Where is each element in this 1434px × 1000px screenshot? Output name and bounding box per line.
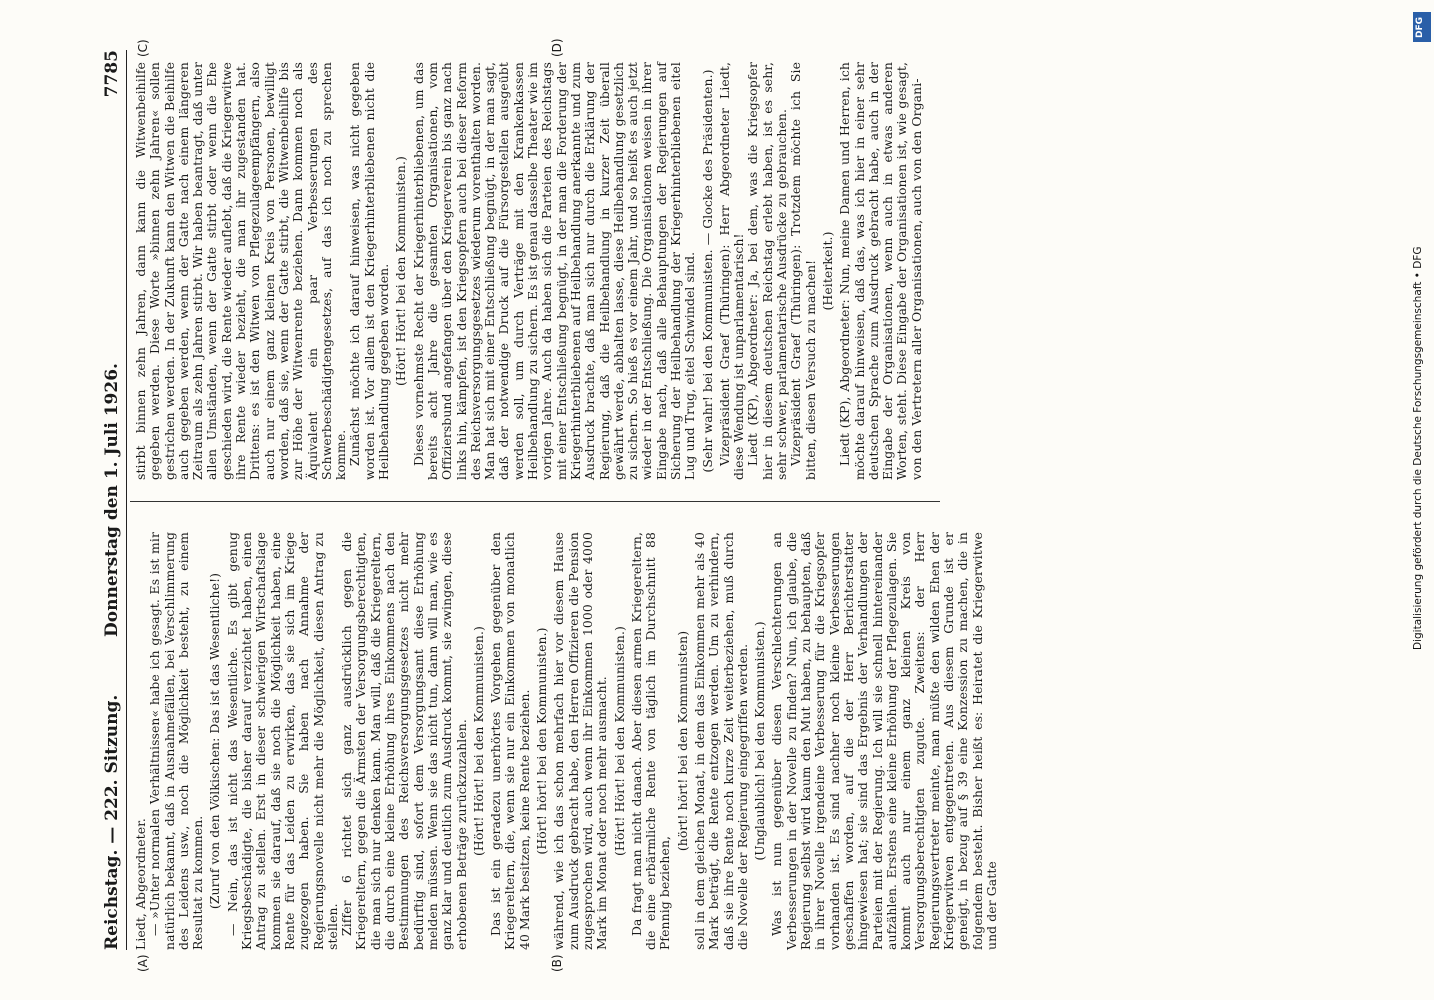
interjection: (Hört! hört! bei den Kommunisten.): [534, 627, 550, 855]
digitization-notice: Digitalisierung gefördert durch die Deutsche Forschungsgemeinschaft • DFG: [1412, 246, 1424, 650]
paragraph: soll in dem gleichen Monat, in dem das Einkommen mehr als 40 Mark beträgt, die Rente entzogen werden. Um zu verhindern, daß sie ihre Rente noch kurze Zeit weiterbeziehen, muß durch die Novelle der Regierung eingegriffen werden.: [691, 532, 750, 950]
paragraph: Ziffer 6 richtet sich ganz ausdrücklich gegen die Kriegereltern, gegen die Ärmsten der Versorgungsberechtigten, die man sich nur denken kann. Man will, daß die Kriegereltern, die durch eine kleine Erhöhung ihres Einkommens nach den Bestimmungen des Reichsversorgungsgesetzes nicht mehr bedürftig sind, sofort dem Versorgungsamt diese Erhöhung melden müssen. Wenn sie das nicht tun, dann will man, wie es ganz klar und deutlich zum Ausdruck kommt, sie zwingen, diese erhobenen Beträge zurückzuzahlen.: [339, 532, 469, 950]
header-page-number: 7785: [102, 50, 122, 98]
paragraph: Dieses vornehmste Recht der Kriegerhinterbliebenen, um das bereits acht Jahre die gesamten Organisationen, vom Offiziersbund angefangen über den Kriegerverein bis ganz nach links hin, kämpfen, ist den Kriegsopfern auch bei dieser Reform des Reichsversorgungsgesetzes wiederum vorenthalten worden. Man hat sich mit einer Entschließung begnügt, in der man sagt, daß der notwendige Druck auf die Fürsorgestellen ausgeübt werden soll, um durch Verträge mit den Krankenkassen Heilbehandlung zu sichern. Es ist genau dasselbe Theater wie im vorigen Jahre. Auch da haben sich die Parteien des Reichstags mit einer Entschließung begnügt, in der man die Forderung der Kriegerhinterbliebenen auf Heilbehandlung anerkannte und zum Ausdruck brachte, daß man sich nur durch die Erklärung der Regierung, daß die Heilbehandlung in kurzer Zeit überall gewährt werde, abhalten lasse, diese Heilbehandlung gesetzlich zu sichern. So hieß es vor einem Jahr, und so heißt es auch jetzt wieder in der Entschließung. Die Organisationen weisen in ihrer Eingabe nach, daß alle Behauptungen der Regierungen auf Sicherung der Heilbehandlung der Kriegerhinterbliebenen eitel Lug und Trug, eitel Schwindel sind.: [410, 62, 698, 480]
speaker-paragraph: Vizepräsident Graef (Thüringen): Trotzdem möchte ich Sie bitten, diesen Versuch zu machen!: [788, 62, 818, 480]
right-column: [134, 62, 924, 480]
interjection: (Unglaublich! bei den Kommunisten.): [752, 621, 768, 861]
interjection: (Zuruf von den Völkischen: Das ist das Wesentliche!): [207, 572, 223, 910]
interjection: (Hört! Hört! bei den Kommunisten.): [470, 626, 486, 856]
margin-mark-b: (B): [550, 954, 564, 972]
interjection: (hört! hört! bei den Kommunisten): [674, 630, 690, 852]
paragraph: Zunächst möchte ich darauf hinweisen, was nicht gegeben worden ist. Vor allem ist den Kriegerhinterbliebenen nicht die Heilbehandlung gegeben worden.: [347, 62, 392, 480]
interjection: (Sehr wahr! bei den Kommunisten. — Glocke des Präsidenten.): [699, 69, 715, 473]
rotated-document-page: [100, 38, 1430, 972]
margin-mark-c: (C): [136, 39, 150, 57]
speaker-heading: Liedt, Abgeordneter.: [133, 818, 148, 950]
paragraph: Da fragt man nicht danach. Aber diesen armen Kriegereltern, die eine erbärmliche Rente von täglich im Durchschnitt 88 Pfennig beziehen,: [628, 532, 673, 950]
speaker-paragraph: Vizepräsident Graef (Thüringen): Herr Abgeordneter Liedt, diese Wendung ist unparlamentarisch!: [716, 62, 747, 480]
paragraph: Was ist nun gegenüber diesen Verschlechterungen an Verbesserungen in der Novelle zu finden? Nun, ich glaube, die Regierung selbst wird kaum den Mut haben, zu behaupten, daß in ihrer Novelle irgendeine Verbesserung für die Kriegsopfer vorhanden ist. Es sind nachher noch kleine Verbesserungen geschaffen worden, auf die der Herr Berichterstatter hingewiesen hat; sie sind das Ergebnis der Verhandlungen der Parteien mit der Regierung. Ich will sie schnell hintereinander aufzählen. Erstens eine kleine Erhöhung der Pflegezulagen. Sie kommt auch nur einem ganz kleinen Kreis von Versorgungsberechtigten zugute. Zweitens: der Herr Regierungsvertreter meinte, man müßte den wilden Ehen der Kriegerwitwen entgegentreten. Aus diesem Grunde ist er geneigt, in bezug auf § 39 eine Konzession zu machen, die in folgendem besteht. Bisher heißt es: Heiratet die Kriegerwitwe und der Gatte: [769, 532, 999, 950]
header-session: Reichstag. — 222. Sitzung.: [102, 694, 122, 950]
interjection: (Hört! Hört! bei den Kommunisten.): [393, 156, 409, 386]
speaker-paragraph: Liedt (KP), Abgeordneter: Nun, meine Damen und Herren, ich möchte darauf hinweisen, daß das, was ich hier in einer sehr deutschen Sprache zum Ausdruck gebracht habe, auch in der Eingabe der Organisationen, wenn auch in etwas anderen Worten, steht. Diese Eingabe der Organisationen ist, wie gesagt, von den Vertretern aller Organisationen, auch von den Organi-: [837, 62, 924, 480]
paragraph: — »Unter normalen Verhältnissen« habe ich gesagt. Es ist mir natürlich bekannt, daß in Ausnahmefällen, bei Verschlimmerung des Leidens usw., noch die Möglichkeit besteht, zu einem Resultat zu kommen.: [147, 532, 206, 950]
margin-mark-a: (A): [136, 954, 150, 972]
dfg-logo: DFG: [1413, 12, 1431, 42]
interjection: (Hört! Hört! bei den Kommunisten.): [611, 626, 627, 856]
header-date: Donnerstag den 1. Juli 1926.: [102, 363, 122, 637]
paragraph: während, wie ich das schon mehrfach hier vor diesem Hause zum Ausdruck gebracht habe, den Herren Offizieren die Pension zugesprochen wird, auch wenn ihr Einkommen 1000 oder 4000 Mark im Monat oder noch mehr ausmacht.: [551, 532, 610, 950]
paragraph: stirbt binnen zehn Jahren, dann kann die Witwenbeihilfe gegeben werden. Diese Worte »binnen zehn Jahren« sollen gestrichen werden. In der Zukunft kann den Witwen die Beihilfe auch gegeben werden, wenn der Gatte nach einem längeren Zeitraum als zehn Jahren stirbt. Wir haben beantragt, daß unter allen Umständen, wenn der Gatte stirbt oder wenn die Ehe geschieden wird, die Rente wieder auflebt, daß die Kriegerwitwe ihre Rente wieder bezieht, die man ihr zugestanden hat. Drittens: es ist den Witwen von Pflegezulageempfängern, also auch nur einem ganz kleinen Kreis von Personen, bewilligt worden, daß sie, wenn der Gatte stirbt, die Witwenbeihilfe bis zur Höhe der Witwenrente beziehen. Dann kommen noch als Äquivalent ein paar Verbesserungen des Schwerbeschädigtengesetzes, auf das ich noch zu sprechen komme.: [133, 62, 349, 480]
page-header: [100, 50, 127, 950]
interjection: (Heiterkeit.): [819, 231, 835, 311]
column-divider: [130, 501, 940, 502]
margin-mark-d: (D): [550, 38, 564, 57]
paragraph: Das ist ein geradezu unerhörtes Vorgehen gegenüber den Kriegereltern, die, wenn sie nur ein Einkommen von monatlich 40 Mark besitzen, keine Rente beziehen.: [488, 532, 532, 950]
left-column: [134, 532, 999, 950]
paragraph: — Nein, das ist nicht das Wesentliche. Es gibt genug Kriegsbeschädigte, die bisher darauf verzichtet haben, einen Antrag zu stellen. Erst in dieser schwierigen Wirtschaftslage kommen sie darauf, daß sie noch die Möglichkeit haben, eine Rente für das Leiden zu erwirken, das sie sich im Kriege zugezogen haben. Sie haben nach Annahme der Regierungsnovelle nicht mehr die Möglichkeit, diesen Antrag zu stellen.: [224, 532, 340, 950]
speaker-paragraph: Liedt (KP), Abgeordneter: Ja, bei dem, was die Kriegsopfer hier in diesem deutschen Reichstag erlebt haben, ist es sehr, sehr schwer, parlamentarische Ausdrücke zu gebrauchen.: [745, 62, 790, 480]
digitization-side-note: [1412, 10, 1432, 650]
